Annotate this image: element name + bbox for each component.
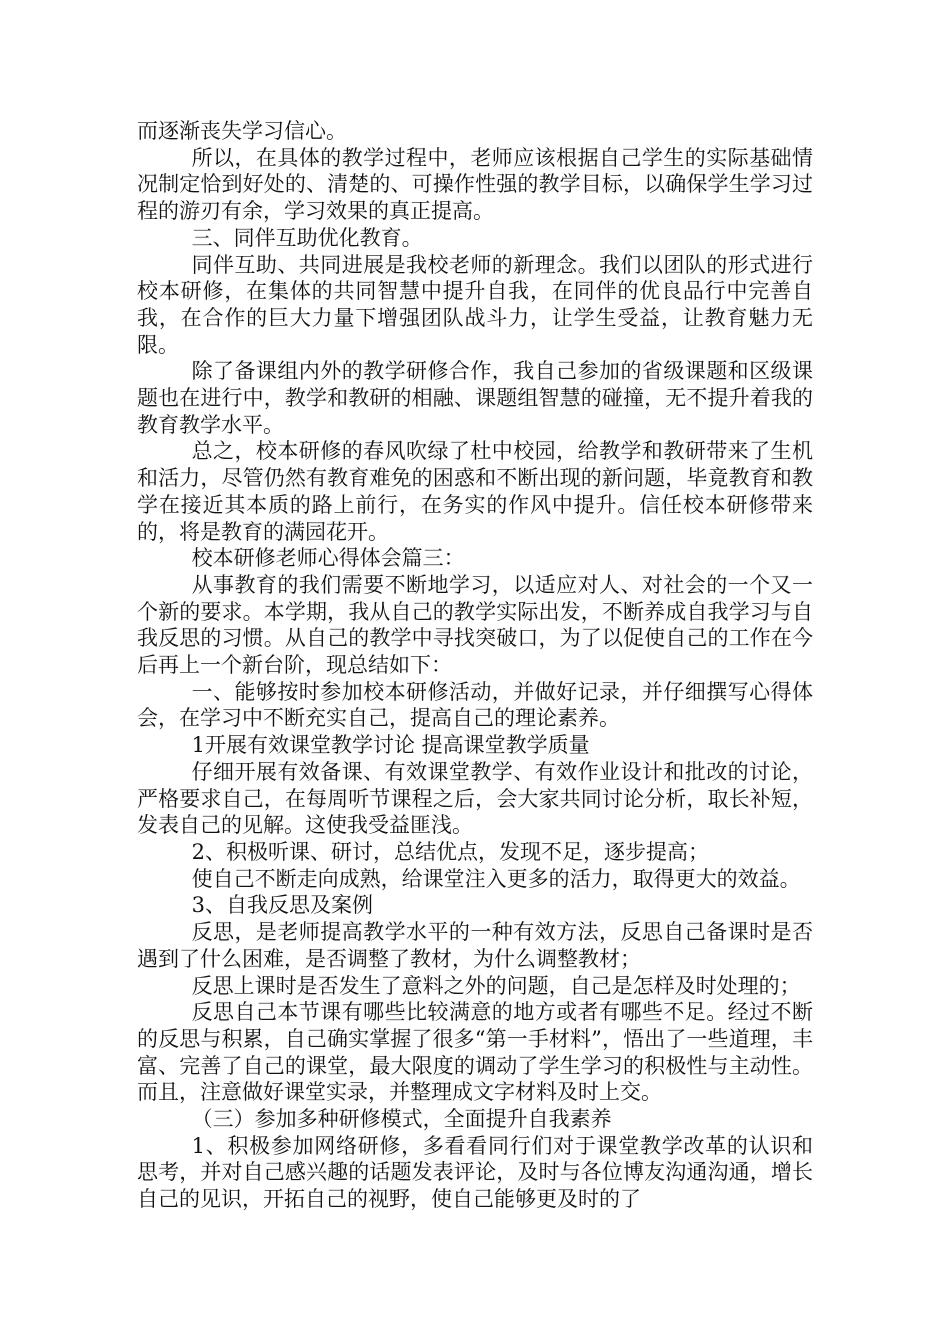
document-paragraph: 1开展有效课堂教学讨论 提高课堂教学质量 — [191, 733, 590, 758]
document-paragraph: 2、积极听课、研讨，总结优点，发现不足，逐步提高； — [191, 839, 709, 864]
document-paragraph: 3、自我反思及案例 — [191, 893, 373, 918]
document-paragraph: 同伴互助、共同进展是我校老师的新理念。我们以团队的形式进行校本研修，在集体的共同智慧中提升自我，在同伴的优良品行中完善自我，在合作的巨大力量下增强团队战斗力，让学生受益，让教育魅力无限。 — [137, 252, 813, 357]
document-paragraph: 所以，在具体的教学过程中，老师应该根据自己学生的实际基础情况制定恰到好处的、清楚的、可操作性强的教学目标，以确保学生学习过程的游刃有余，学习效果的真正提高。 — [137, 145, 813, 224]
document-paragraph: 仔细开展有效备课、有效课堂教学、有效作业设计和批改的讨论，严格要求自己，在每周听节课程之后，会大家共同讨论分析，取长补短，发表自己的见解。这使我受益匪浅。 — [137, 759, 813, 838]
document-paragraph: 而逐渐丧失学习信心。 — [137, 119, 347, 143]
document-paragraph: 反思，是老师提高教学水平的一种有效方法，反思自己备课时是否遇到了什么困难，是否调整了教材，为什么调整教材； — [137, 920, 813, 971]
document-paragraph: 校本研修老师心得体会篇三： — [191, 546, 465, 571]
document-paragraph: 反思上课时是否发生了意料之外的问题，自己是怎样及时处理的； — [191, 973, 801, 998]
document-body — [137, 118, 813, 1213]
document-paragraph: （三）参加多种研修模式，全面提升自我素养 — [191, 1107, 612, 1132]
document-paragraph: 一、能够按时参加校本研修活动，并做好记录，并仔细撰写心得体会，在学习中不断充实自己，提高自己的理论素养。 — [137, 679, 813, 731]
document-paragraph: 反思自己本节课有哪些比较满意的地方或者有哪些不足。经过不断的反思与积累，自己确实掌握了很多“第一手材料”，悟出了一些道理，丰富、完善了自己的课堂，最大限度的调动了学生学习的积极性与主动性。而且，注意做好课堂实录，并整理成文字材料及时上交。 — [137, 1000, 813, 1105]
document-paragraph: 总之，校本研修的春风吹绿了杜中校园，给教学和教研带来了生机和活力，尽管仍然有教育难免的困惑和不断出现的新问题，毕竟教育和教学在接近其本质的路上前行，在务实的作风中提升。信任校本研修带来的，将是教育的满园花开。 — [137, 439, 813, 544]
document-paragraph: 除了备课组内外的教学研修合作，我自己参加的省级课题和区级课题也在进行中，教学和教研的相融、课题组智慧的碰撞，无不提升着我的教育教学水平。 — [137, 359, 813, 437]
document-paragraph: 三、同伴互助优化教育。 — [191, 225, 423, 250]
document-paragraph: 从事教育的我们需要不断地学习，以适应对人、对社会的一个又一个新的要求。本学期，我从自己的教学实际出发，不断养成自我学习与自我反思的习惯。从自己的教学中寻找突破口，为了以促使自己的工作在今后再上一个新台阶，现总结如下： — [137, 572, 813, 678]
document-paragraph: 1、积极参加网络研修，多看看同行们对于课堂教学改革的认识和思考，并对自己感兴趣的话题发表评论，及时与各位博友沟通沟通，增长自己的见识，开拓自己的视野，使自己能够更及时的了 — [137, 1133, 813, 1212]
document-paragraph: 使自己不断走向成熟，给课堂注入更多的活力，取得更大的效益。 — [191, 866, 801, 891]
